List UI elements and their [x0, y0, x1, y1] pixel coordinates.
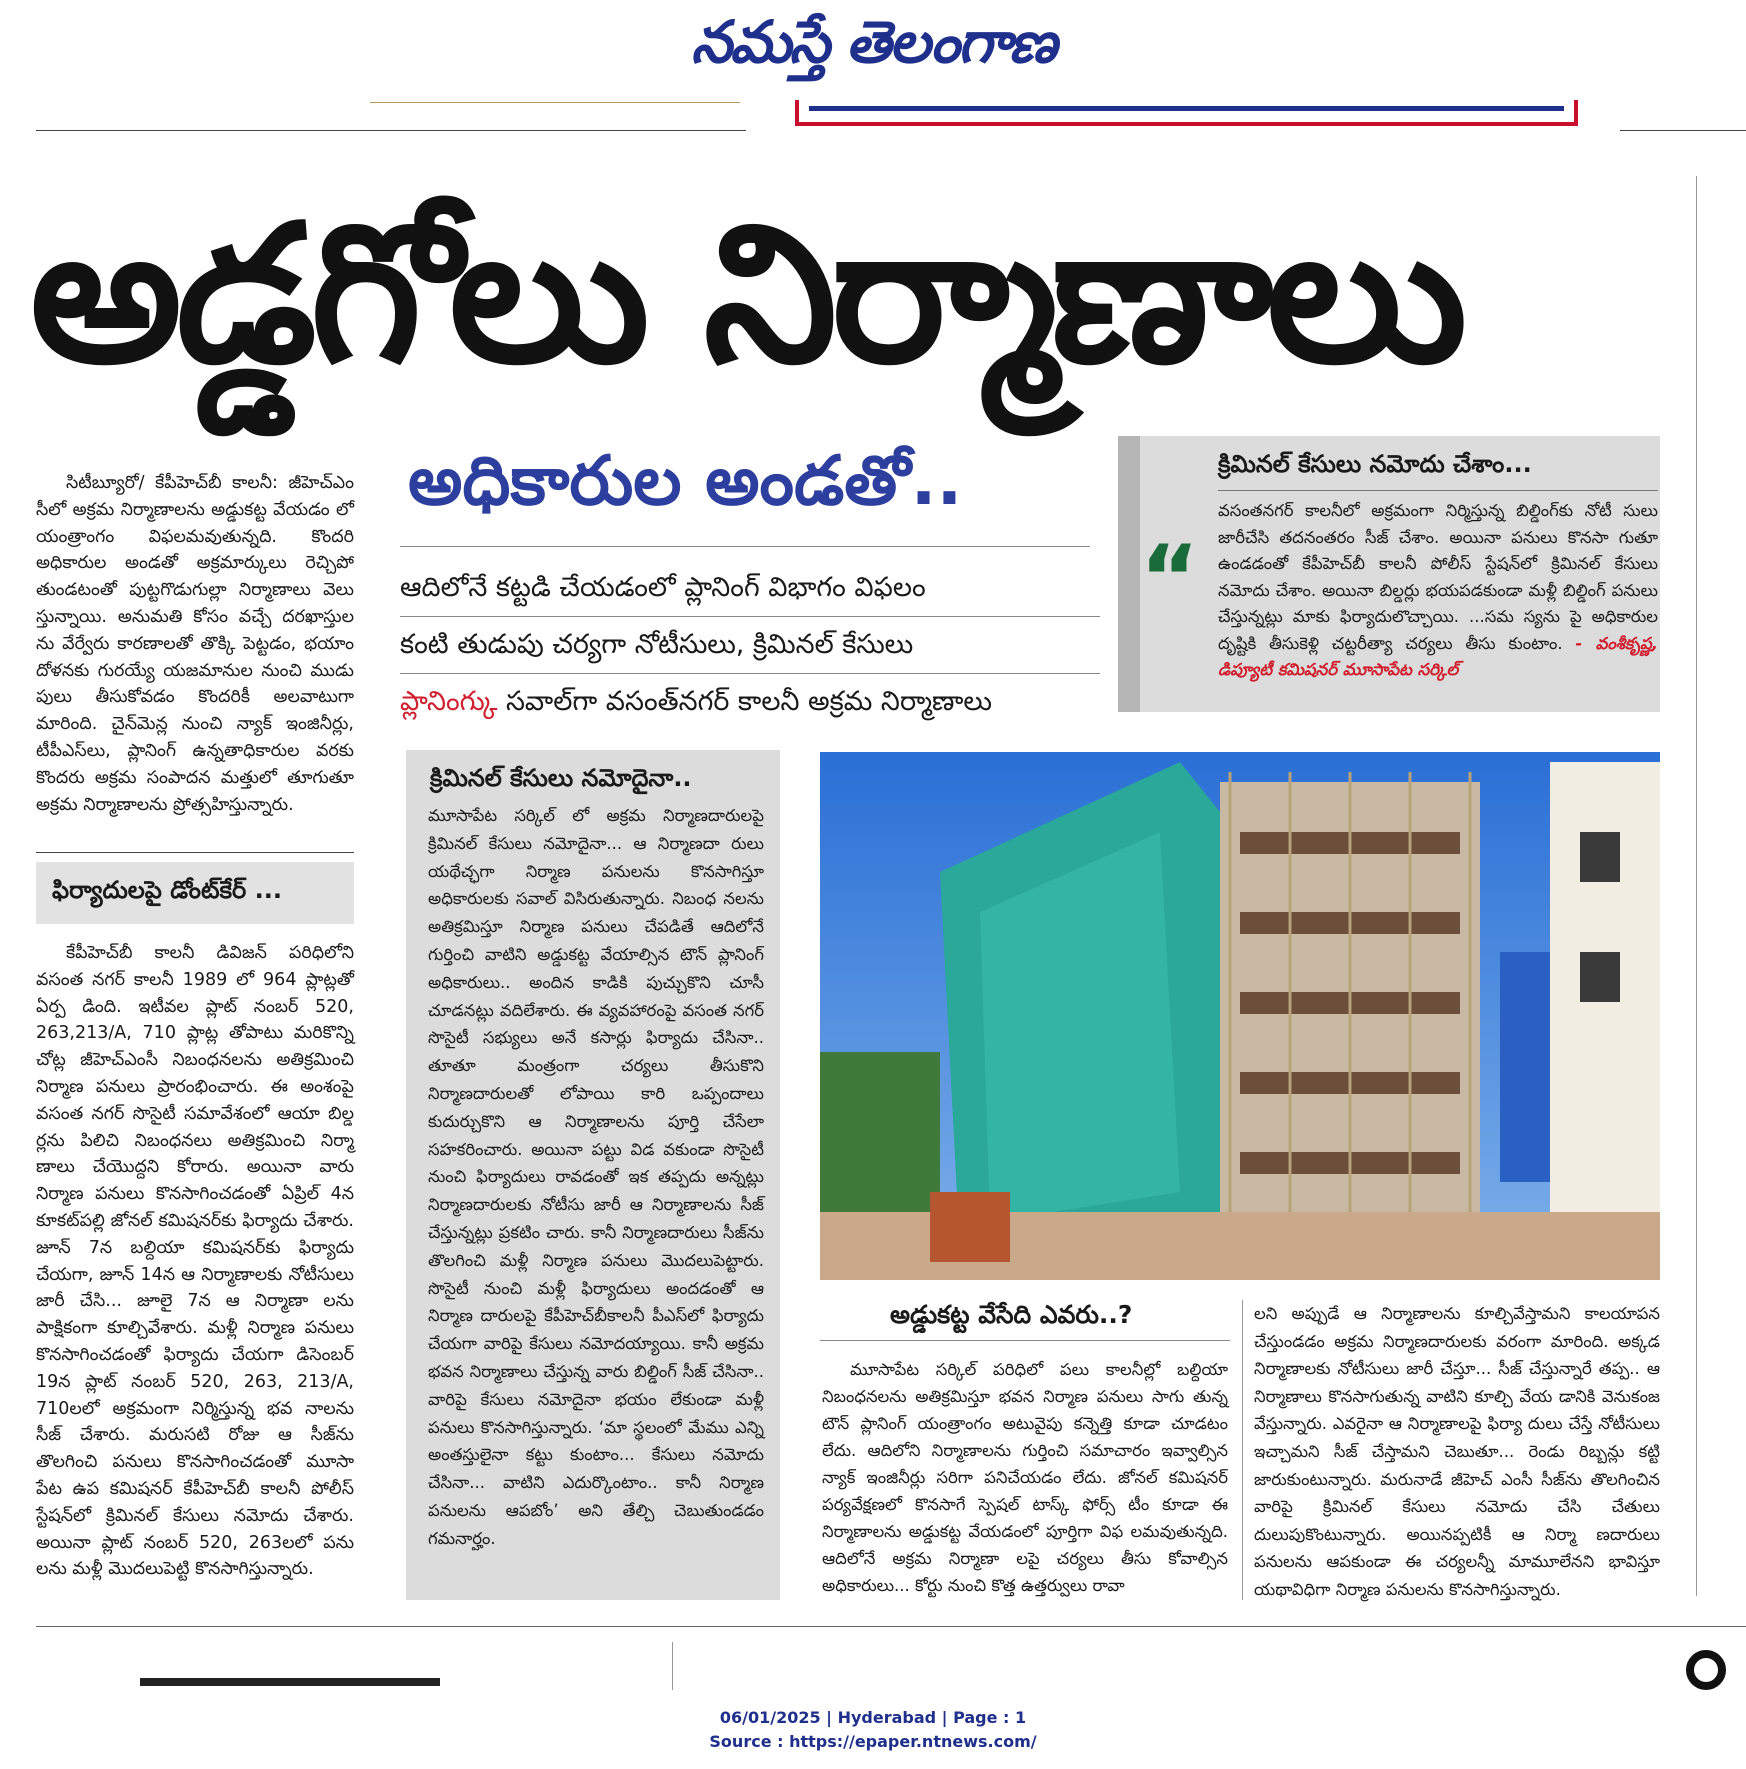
quote-box — [1118, 436, 1660, 712]
footer-date-line: 06/01/2025 | Hyderabad | Page : 1 — [719, 1708, 1027, 1727]
next-article-fragment-right — [1686, 1650, 1736, 1690]
construction-photo — [820, 752, 1660, 1280]
quote-title-rule — [1218, 490, 1658, 491]
left-intro: సిటీబ్యూరో/ కేపీహెచ్‌బీ కాలనీ: జీహెచ్‌ఎం సీలో అక్రమ నిర్మాణాలను అడ్డుకట్ట వేయడం లో యంత్రాంగం విఫలమవుతున్నది. కొందరి అధికారుల అండతో అక్రమార్కులు రెచ్చిపో తుండటంతో పుట్టగొడుగుల్లా నిర్మాణాలు వెలు స్తున్నాయి. అనుమతి కోసం వచ్చే దరఖాస్తుల ను వేర్వేరు కారణాలతో తొక్కి పెట్టడం, భయాం దోళనకు గురయ్యే యజమానుల నుంచి ముడు పులు తీసుకోవడం కొందరికీ అలవాటుగా మారింది. చైన్‌మెన్ల నుంచి న్యాక్ ఇంజినీర్లు, టీపీఎస్‌లు, ప్లానింగ్ ఉన్నతాధికారుల వరకు కొందరు అక్రమ సంపాదన మత్తులో తూగుతూ అక్రమ నిర్మాణాలను ప్రోత్సహిస్తున్నారు. — [36, 473, 354, 815]
bottom-col-2: లని అప్పుడే ఆ నిర్మాణాలను కూల్చివేస్తామని కాలయాపన చేస్తుండడం అక్రమ నిర్మాణదారులకు వరంగా మారింది. అక్కడ నిర్మాణాలకు నోటీసులు జారీ చేస్తూ... సీజ్ చేస్తున్నారే తప్ప.. ఆ నిర్మాణాలు కొనసాగుతున్న వాటిని కూల్చి వేయ డానికి వెనుకంజ వేస్తున్నారు. ఎవరైనా ఆ నిర్మాణాలపై ఫిర్యా దులు చేస్తే నోటీసులు ఇచ్చామని సీజ్ చేస్తామని చెబుతూ... రెండు రిబ్బన్లు కట్టి జారుకుంటున్నారు. మరునాడే జీహెచ్ ఎంసీ సీజ్‌ను తొలగించిన వారిపై క్రిమినల్ కేసులు నమోదు చేసి చేతులు దులుపుకొంటున్నారు. అయినప్పటికీ ఆ నిర్మా ణదారులు పనులను ఆపకుండా ఈ చర్యలన్నీ మామూలేనని భావిస్తూ యథావిధిగా నిర్మాణ పనులను కొనసాగిస్తున్నారు. — [1254, 1304, 1660, 1599]
footer — [0, 1706, 1746, 1754]
bottom-title-rule — [820, 1340, 1230, 1341]
bottom-title: అడ్డుకట్ట వేసేది ఎవరు..? — [890, 1300, 1133, 1329]
middle-title: క్రిమినల్ కేసులు నమోదైనా.. — [430, 764, 692, 792]
quote-attribution: - వంశీకృష్ణ, డిప్యూటీ కమిషనర్ మూసాపేట సర్కిల్ — [1218, 633, 1659, 679]
left-body: కేపీహెచ్‌బీ కాలనీ డివిజన్ పరిధిలోని వసంత నగర్ కాలనీ 1989 లో 964 ప్లాట్లతో ఏర్ప డింది. ఇటీవల ప్లాట్ నంబర్ 520, 263,213/A, 710 ప్లాట్ల తోపాటు మరికొన్ని చోట్ల జీహెచ్‌ఎంసీ నిబంధనలను అతిక్రమించి నిర్మాణ పనులు ప్రారంభించారు. ఈ అంశంపై వసంత నగర్ సొసైటీ సమావేశంలో ఆయా బిల్డ ర్లను పిలిచి నిబంధనలు అతిక్రమించి నిర్మా ణాలు చేయొద్దని కోరారు. అయినా వారు నిర్మాణ పనులు కొనసాగించడంతో ఏప్రిల్ 4న కూకట్‌పల్లి జోనల్ కమిషనర్‌కు ఫిర్యాదు చేశారు. జూన్ 7న బల్దియా కమిషనర్‌కు ఫిర్యాదు చేయగా, జూన్ 14న ఆ నిర్మాణాలకు నోటీసులు జారీ చేసి... జూలై 7న ఆ నిర్మాణా లను పాక్షికంగా కూల్చివేశారు. మళ్లీ నిర్మాణ పనులు కొనసాగించడంతో ఫిర్యాదు చేయగా డిసెంబర్ 19న ప్లాట్ నంబర్ 520, 263, 213/A, 710లలో అక్రమంగా నిర్మిస్తున్న భవ నాలను సీజ్ చేశారు. మరుసటి రోజు ఆ సీజ్‌ను తొలగించి పనులు కొనసాగించడంతో మూసా పేట ఉప కమిషనర్ కేపీహెచ్‌బీ కాలనీ పోలీస్ స్టేషన్‌లో క్రిమినల్ కేసులు నమోదు చేశారు. అయినా ప్లాట్ నంబర్ 520, 263లలో పను లను మళ్లీ మొదలుపెట్టి కొనసాగిస్తున్నారు. — [36, 943, 354, 1580]
bullet-3-highlight: ప్లానింగ్ — [400, 686, 498, 717]
middle-box — [406, 750, 780, 1600]
left-subtitle: ఫిర్యాదులపై డోంట్‌కేర్ ... — [36, 862, 354, 924]
footer-source-line: Source : https://epaper.ntnews.com/ — [709, 1732, 1037, 1751]
middle-body: మూసాపేట సర్కిల్ లో అక్రమ నిర్మాణదారులపై క్రిమినల్ కేసులు నమోదైనా... ఆ నిర్మాణదా రులు యథేచ్ఛగా నిర్మాణ పనులను కొనసాగిస్తూ అధికారులకు సవాల్ విసిరుతున్నారు. నిబంధ నలను అతిక్రమిస్తూ నిర్మాణ పనులు చేపడితే ఆదిలోనే గుర్తించి వాటిని అడ్డుకట్ట వేయాల్సిన టౌన్ ప్లానింగ్ అధికారులు.. అందిన కాడికి పుచ్చుకొని చూసీ చూడనట్లు వదిలేశారు. ఈ వ్యవహారంపై వసంత నగర్ సొసైటీ సభ్యులు అనే కసార్లు ఫిర్యాదు చేసినా.. తూతూ మంత్రంగా చర్యలు తీసుకొని నిర్మాణదారులతో లోపాయి కారి ఒప్పందాలు కుదుర్చుకొని ఆ నిర్మాణాలను పూర్తి చేసేలా సహకరించారు. అయినా పట్టు విడ వకుండా సొసైటీ నుంచి ఫిర్యాదులు రావడంతో ఇక తప్పదు అన్నట్లు నిర్మాణదారులకు నోటీసు జారీ ఆ నిర్మాణాలను సీజ్ చేస్తున్నట్లు ప్రకటిం చారు. కానీ నిర్మాణదారులు సీజ్‌ను తొలగించి మళ్లీ నిర్మాణ పనులు మొదలుపెట్టారు. సొసైటీ నుంచి మళ్లీ ఫిర్యాదులు అందడంతో ఆ నిర్మాణ దారులపై కేపీహెచ్‌బీకాలనీ పీఎస్‌లో ఫిర్యాదు చేయగా వారిపై కేసులు నమోదయ్యాయి. కానీ అక్రమ భవన నిర్మాణాలు చేస్తున్న వారు బిల్డింగ్ సీజ్ చేసినా.. వారిపై కేసులు నమోదైనా భయం లేకుండా మళ్లీ పనులు కొనసాగిస్తున్నారు. ‘మా స్థలంలో మేము ఎన్ని అంతస్తులైనా కట్టు కుంటాం... కేసులు నమోదు చేసినా... వాటిని ఎదుర్కొంటాం.. కానీ నిర్మాణ పనులను ఆపబోం’ అని తేల్చి చెబుతుండడం గమనార్హం. — [428, 806, 764, 1548]
bottom-divider — [672, 1642, 673, 1690]
right-edge-rule — [1696, 176, 1697, 1596]
flag-bar — [795, 100, 1578, 126]
top-rule-left — [36, 130, 746, 131]
headline: అడ్డగోలు నిర్మాణాలు — [30, 184, 1462, 405]
column-divider — [1242, 1300, 1243, 1600]
top-rule-mid — [370, 102, 740, 103]
bullet-1: ఆదిలోనే కట్టడి చేయడంలో ప్లానింగ్ విభాగం విఫలం — [400, 560, 1100, 617]
masthead: నమస్తే తెలంగాణ — [691, 8, 1055, 76]
quote-mark-icon: “ — [1140, 526, 1200, 631]
bottom-rule — [36, 1626, 1746, 1627]
bullet-3: ప్లానింగ్కు సవాల్‌గా వసంత్‌నగర్ కాలనీ అక్రమ నిర్మాణాలు — [400, 686, 992, 717]
bullets-rule-top — [400, 546, 1090, 547]
top-rule-right — [1620, 130, 1746, 131]
bullet-2: కంటి తుడుపు చర్యగా నోటీసులు, క్రిమినల్ కేసులు — [400, 617, 1100, 674]
bullets — [400, 560, 1100, 730]
next-article-fragment-left — [140, 1672, 470, 1686]
subheadline: అధికారుల అండతో.. — [408, 442, 963, 521]
bottom-col-1: మూసాపేట సర్కిల్ పరిధిలో పలు కాలనీల్లో బల్దియా నిబంధనలను అతిక్రమిస్తూ భవన నిర్మాణ పనులు సాగు తున్న టౌన్ ప్లానింగ్ యంత్రాంగం అటువైపు కన్నెత్తి కూడా చూడటం లేదు. ఆదిలోని నిర్మాణాలను గుర్తించి సమాచారం ఇవ్వాల్సిన న్యాక్ ఇంజినీర్లు సరిగా పనిచేయడం లేదు. జోనల్ కమిషనర్ పర్యవేక్షణలో కొనసాగే స్పెషల్ టాస్క్ ఫోర్స్ టీం కూడా ఈ నిర్మాణాలను అడ్డుకట్ట వేయడంలో పూర్తిగా విఫ లమవుతున్నది. ఆదిలోనే అక్రమ నిర్మాణా లపై చర్యలు తీసు కోవాల్సిన అధికారులు... కోర్టు నుంచి కొత్త ఉత్తర్వులు రావా — [822, 1360, 1228, 1595]
quote-body: వసంతనగర్ కాలనీలో అక్రమంగా నిర్మిస్తున్న బిల్డింగ్‌కు నోటీ సులు జారీచేసి తదనంతరం సీజ్ చేశాం. అయినా పనులు కొనసా గుతూ ఉండడంతో కేపీహెచ్‌బీ కాలనీ పోలీస్ స్టేషన్‌లో క్రిమినల్ కేసులు నమోదు చేశాం. అయినా బిల్డర్లు భయపడకుండా మళ్లీ బిల్డింగ్ పనులు చేస్తున్నట్లు మాకు ఫిర్యాదులొచ్చాయి. ...సమ స్యను పై అధికారుల దృష్టికి తీసుకెళ్లి చట్టరీత్యా చర్యలు తీసు కుంటాం. - వంశీకృష్ణ, డిప్యూటీ కమిషనర్ మూసాపేట సర్కిల్ — [1218, 501, 1659, 679]
construction-photo-image — [820, 752, 1660, 1280]
left-rule — [36, 852, 354, 853]
quote-title: క్రిమినల్ కేసులు నమోదు చేశాం... — [1218, 450, 1532, 478]
